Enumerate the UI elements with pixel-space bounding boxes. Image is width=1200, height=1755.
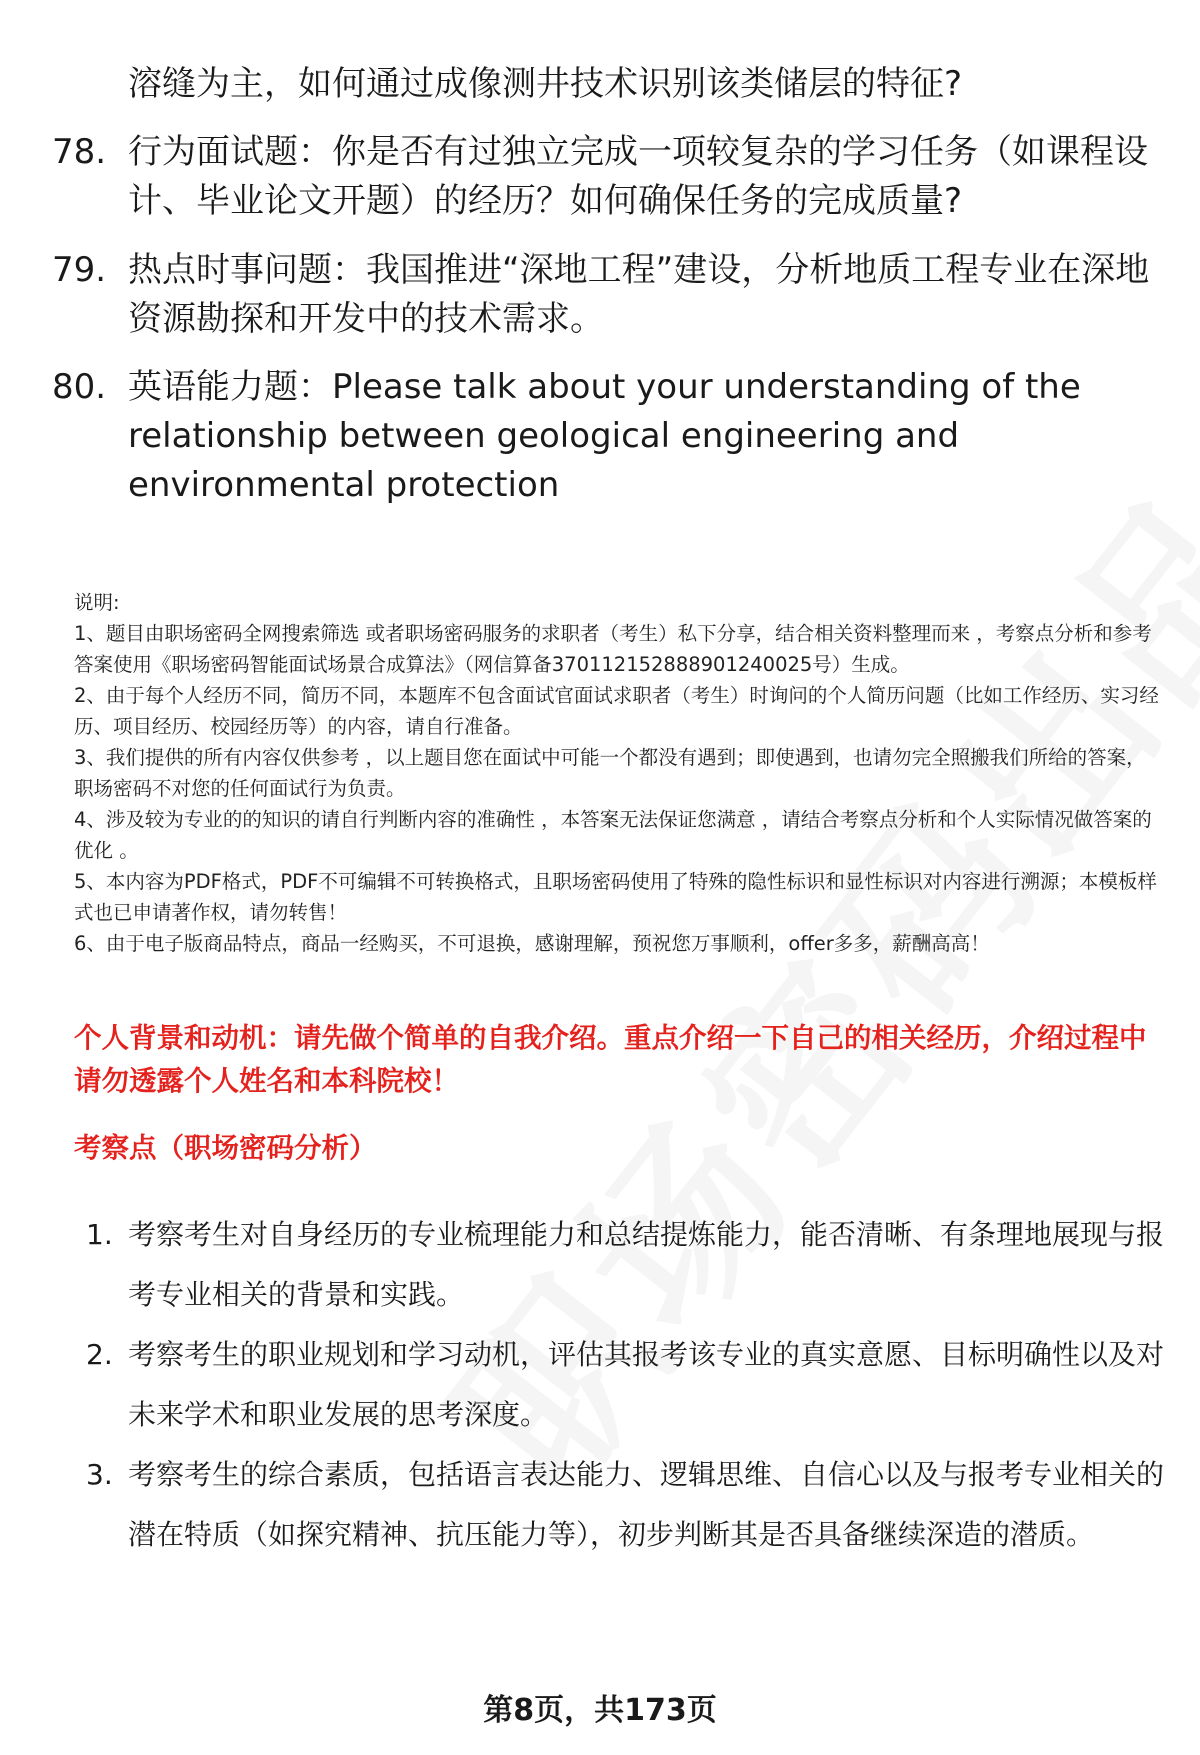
point-number: 1.	[86, 1218, 113, 1251]
notes-heading: 说明:	[74, 591, 120, 614]
analysis-point	[74, 1445, 1164, 1565]
note-item: 2、由于每个人经历不同，简历不同，本题库不包含面试官面试求职者（考生）时询问的个人简历问题（比如工作经历、实习经历、项目经历、校园经历等）的内容，请自行准备。	[74, 684, 1159, 738]
analysis-point	[74, 1205, 1164, 1325]
question-number: 80.	[52, 367, 107, 407]
note-item: 4、涉及较为专业的的知识的请自行判断内容的准确性 ，本答案无法保证您满意 ，请结合考察点分析和个人实际情况做答案的优化 。	[74, 808, 1152, 862]
disclaimer-notes	[74, 587, 1164, 959]
note-item: 5、本内容为PDF格式，PDF不可编辑不可转换格式，且职场密码使用了特殊的隐性标识和显性标识对内容进行溯源；本模板样式也已申请著作权，请勿转售！	[74, 870, 1157, 924]
question-number: 79.	[52, 250, 107, 290]
point-number: 2.	[86, 1338, 113, 1371]
question-text: 英语能力题：Please talk about your understanding of the relationship between geological engineering and environmental protection	[128, 367, 1081, 505]
question-text: 热点时事问题：我国推进“深地工程”建设，分析地质工程专业在深地资源勘探和开发中的技术需求。	[128, 250, 1150, 339]
analysis-title: 考察点（职场密码分析）	[74, 1132, 377, 1164]
analysis-point	[74, 1325, 1164, 1445]
question-text: 行为面试题：你是否有过独立完成一项较复杂的学习任务（如课程设计、毕业论文开题）的经历？如何确保任务的完成质量?	[128, 132, 1148, 221]
note-item: 3、我们提供的所有内容仅供参考 ，以上题目您在面试中可能一个都没有遇到；即使遇到，也请勿完全照搬我们所给的答案，职场密码不对您的任何面试行为负责。	[74, 746, 1146, 800]
point-number: 3.	[86, 1458, 113, 1491]
point-text: 考察考生对自身经历的专业梳理能力和总结提炼能力，能否清晰、有条理地展现与报考专业相关的背景和实践。	[128, 1218, 1165, 1311]
question-80	[52, 363, 1162, 510]
page-footer: 第8页，共173页	[483, 1693, 717, 1728]
point-text: 考察考生的综合素质，包括语言表达能力、逻辑思维、自信心以及与报考专业相关的潜在特质（如探究精神、抗压能力等），初步判断其是否具备继续深造的潜质。	[128, 1458, 1165, 1551]
point-text: 考察考生的职业规划和学习动机，评估其报考该专业的真实意愿、目标明确性以及对未来学术和职业发展的思考深度。	[128, 1338, 1165, 1431]
question-79	[52, 246, 1162, 344]
question-77-continued: 溶缝为主，如何通过成像测井技术识别该类储层的特征?	[128, 64, 963, 104]
note-item: 1、题目由职场密码全网搜索筛选 或者职场密码服务的求职者（考生）私下分享，结合相关资料整理而来 ，考察点分析和参考答案使用《职场密码智能面试场景合成算法》（网信算备370112152888901240025号）生成。	[74, 622, 1152, 676]
analysis-points	[74, 1205, 1164, 1565]
question-78	[52, 128, 1162, 226]
question-number: 78.	[52, 132, 107, 172]
interview-question-title: 个人背景和动机：请先做个简单的自我介绍。重点介绍一下自己的相关经历，介绍过程中请勿透露个人姓名和本科院校！	[74, 1022, 1147, 1097]
note-item: 6、由于电子版商品特点，商品一经购买，不可退换，感谢理解，预祝您万事顺利，offer多多，薪酬高高！	[74, 932, 990, 955]
